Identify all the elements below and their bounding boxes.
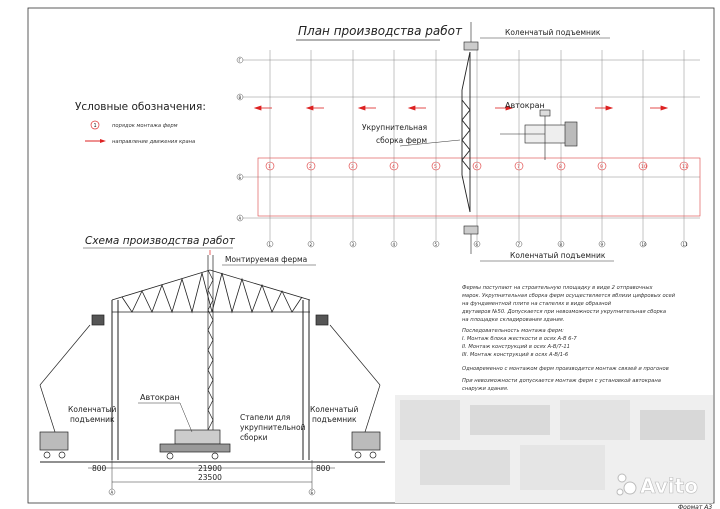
note-line: на площадке складирования здания. xyxy=(462,317,565,323)
dim-right: 800 xyxy=(316,464,331,473)
plan-crane-label: Автокран xyxy=(505,101,545,110)
note-line: снаружи здания. xyxy=(462,386,509,392)
plan-column-numbers xyxy=(267,241,688,247)
section-stand-label-1: Стапели для xyxy=(240,413,291,422)
truss-order-number: 10 xyxy=(641,165,647,170)
note-line: двутавров №50. Допускается при невозможности укрупнительная сборка xyxy=(462,309,667,315)
truss-order-number: 7 xyxy=(517,165,520,170)
note-line: При невозможности допускается монтаж ферм с установкой автокрана xyxy=(462,378,661,384)
axis-right: Б xyxy=(310,490,314,495)
plan-row-letters xyxy=(237,57,243,221)
section-title: Схема производства работ xyxy=(85,235,235,247)
plan-assembly-label-2: сборка ферм xyxy=(376,136,428,145)
dim-total: 23500 xyxy=(198,473,222,482)
plan-grid xyxy=(238,60,700,218)
column-number: 11 xyxy=(682,242,688,247)
dim-mid: 21900 xyxy=(198,464,222,473)
crane-direction-arrows xyxy=(255,106,667,110)
section-lift-right-label-2: подъемник xyxy=(312,415,357,424)
blur-patch xyxy=(640,410,705,440)
truss-order-number: 4 xyxy=(392,165,395,170)
blur-patch xyxy=(560,400,630,440)
legend-order-text: порядок монтажа ферм xyxy=(112,123,178,129)
blur-patch xyxy=(520,445,605,490)
legend-title: Условные обозначения: xyxy=(75,101,206,113)
column-number: 8 xyxy=(559,242,563,247)
blur-patch xyxy=(470,405,550,435)
note-line: Одновременно с монтажом ферм производится монтаж связей и прогонов xyxy=(462,366,669,372)
column-number: 4 xyxy=(392,242,396,247)
truss-order-number: 1 xyxy=(268,165,271,170)
section-lift-left-label-1: Коленчатый xyxy=(68,405,117,414)
note-line: II. Монтаж конструкций в осях А-В/7-11 xyxy=(462,344,570,350)
row-letter: Б xyxy=(238,175,242,180)
plan-lift-bottom-label: Коленчатый подъемник xyxy=(510,251,606,260)
note-line: Фермы поступают на строительную площадку в виде 2 отправочных xyxy=(462,285,653,291)
truss-order-number: 6 xyxy=(475,165,478,170)
note-line: III. Монтаж конструкций в осях А-В/1-6 xyxy=(462,352,569,358)
column-number: 1 xyxy=(268,242,272,247)
plan-lift-bottom xyxy=(464,226,478,254)
plan-title: План производства работ xyxy=(298,24,462,38)
section-stand-label-2: укрупнительной xyxy=(240,423,306,432)
blur-patch xyxy=(420,450,510,485)
plan-lift-top xyxy=(464,22,478,50)
column-number: 3 xyxy=(351,242,355,247)
section-stand-label-3: сборки xyxy=(240,433,268,442)
plan-assembly-label-1: Укрупнительная xyxy=(362,123,428,132)
watermark-text: Avito xyxy=(640,474,698,498)
note-line: на фундаментной плите на стапелях в виде образной xyxy=(462,301,612,307)
column-number: 9 xyxy=(600,242,604,247)
plan-crane xyxy=(500,110,577,160)
row-letter: Г xyxy=(238,58,241,63)
column-number: 7 xyxy=(517,242,521,247)
note-line: I. Монтаж блока жесткости в осях А-В 6-7 xyxy=(462,336,577,342)
axis-left: А xyxy=(110,490,114,495)
truss-order-number: 8 xyxy=(559,165,562,170)
note-line: Последовательность монтажа ферм: xyxy=(462,328,564,334)
legend-order-symbol: 1 xyxy=(93,123,97,129)
notes-block xyxy=(461,285,676,392)
format-label: Формат А3 xyxy=(678,504,713,509)
section-crane-label: Автокран xyxy=(140,393,180,402)
truss-order-number: 9 xyxy=(600,165,603,170)
note-line: марок. Укрупнительная сборка ферм осуществляется вблизи цифровых осей xyxy=(462,293,676,299)
truss-row-zone xyxy=(258,158,700,216)
section-lift-right xyxy=(316,315,380,458)
assembly-truss xyxy=(462,52,470,212)
avito-watermark xyxy=(612,466,712,500)
section-lift-right-label-1: Коленчатый xyxy=(310,405,359,414)
row-letter: А xyxy=(238,216,242,221)
column-number: 6 xyxy=(475,242,479,247)
legend-direction-text: направление движения крана xyxy=(112,139,196,145)
column-number: 10 xyxy=(641,242,647,247)
row-letter: В xyxy=(238,95,242,100)
blur-patch xyxy=(400,400,460,440)
plan-lift-top-label: Коленчатый подъемник xyxy=(505,28,601,37)
truss-order-number: 3 xyxy=(351,165,354,170)
truss-order-number: 11 xyxy=(682,165,688,170)
section-lift-left xyxy=(40,315,104,458)
truss-order-number: 5 xyxy=(434,165,437,170)
column-number: 2 xyxy=(309,242,313,247)
dim-left: 800 xyxy=(92,464,107,473)
column-number: 5 xyxy=(434,242,438,247)
truss-order-number: 2 xyxy=(309,165,312,170)
section-lift-left-label-2: подъемник xyxy=(70,415,115,424)
section-truss-label: Монтируемая ферма xyxy=(225,255,308,264)
plan-column-lines xyxy=(270,50,684,240)
